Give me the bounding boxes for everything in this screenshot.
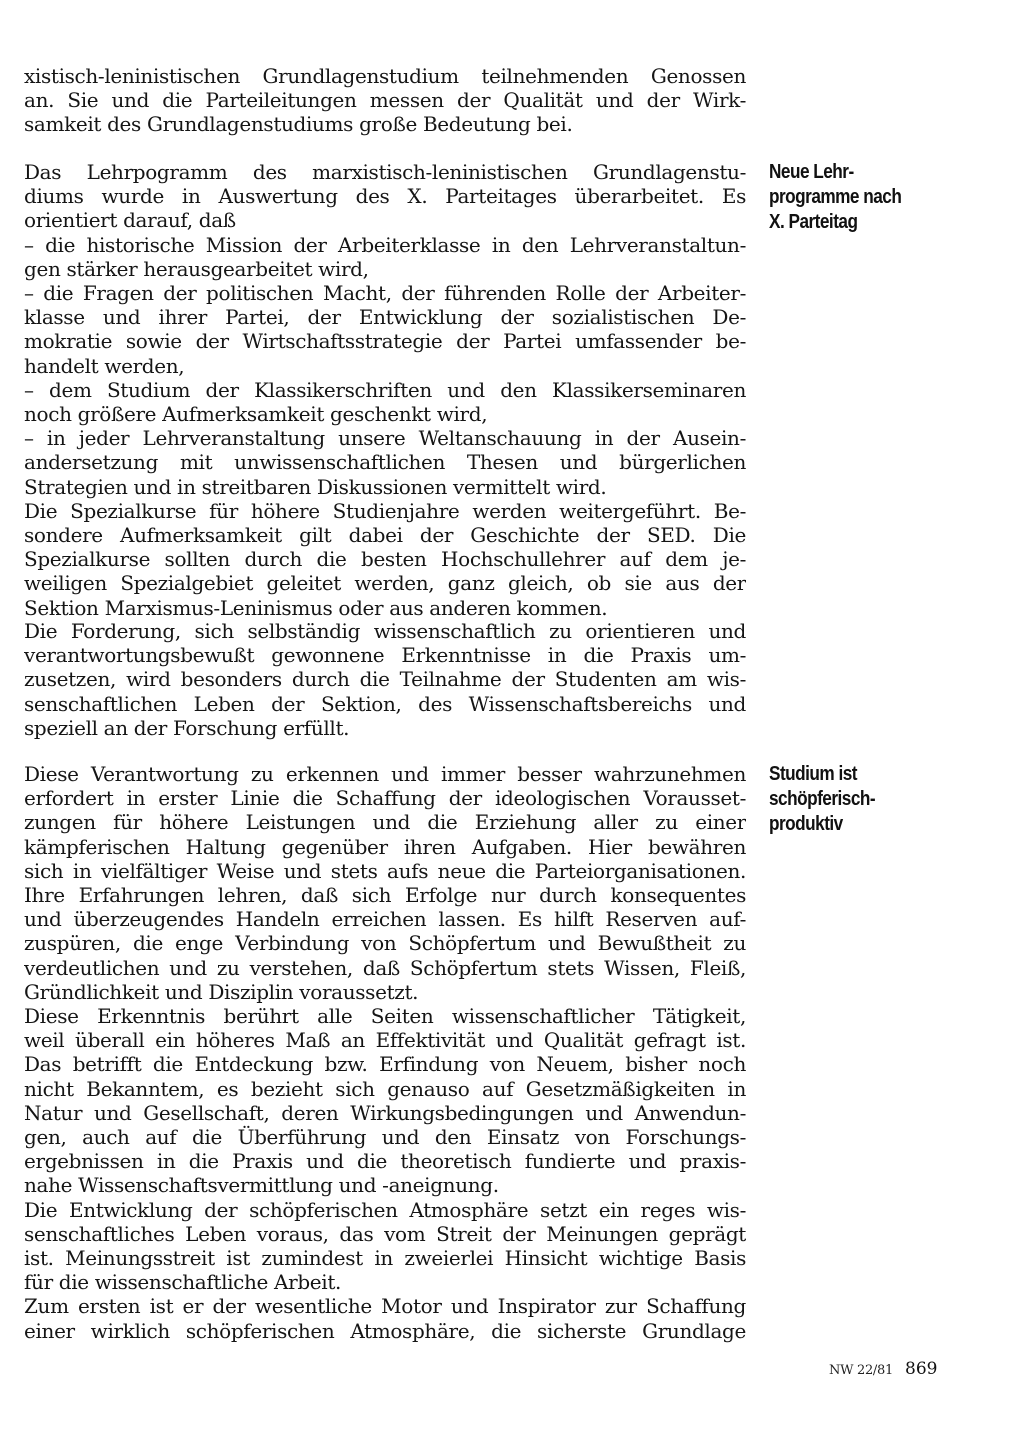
text-line: Spezialkurse sollten durch die besten Hochschullehrer auf dem je- — [24, 547, 746, 572]
text-line: zusetzen, wird besonders durch die Teilnahme der Studenten am wis- — [24, 667, 746, 692]
text-line: für die wissenschaftliche Arbeit. — [24, 1270, 342, 1295]
text-line: Ihre Erfahrungen lehren, daß sich Erfolge nur durch konsequentes — [24, 883, 746, 908]
text-line: und überzeugendes Handeln erreichen lassen. Es hilft Reserven auf- — [24, 907, 746, 932]
text-line: Das Lehrpogramm des marxistisch-leninistischen Grundlagenstu- — [24, 160, 746, 184]
text-line: orientiert darauf, daß — [24, 208, 236, 233]
margin-note-line: schöpferisch- — [769, 788, 876, 810]
text-line: samkeit des Grundlagenstudiums große Bedeutung bei. — [24, 112, 573, 137]
text-line: kämpferischen Haltung gegenüber ihren Aufgaben. Hier bewähren — [24, 834, 746, 859]
text-line: weil überall ein höheres Maß an Effektivität und Qualität gefragt ist. — [24, 1028, 746, 1053]
text-line: andersetzung mit unwissenschaftlichen Thesen und bürgerlichen — [24, 450, 746, 475]
text-line: zuspüren, die enge Verbindung von Schöpfertum und Bewußtheit zu — [24, 931, 746, 956]
text-line: Diese Erkenntnis berührt alle Seiten wissenschaftlicher Tätigkeit, — [24, 1004, 746, 1029]
text-line: zungen für höhere Leistungen und die Erziehung aller zu einer — [24, 810, 746, 835]
text-line: weiligen Spezialgebiet geleitet werden, ganz gleich, ob sie aus der — [24, 571, 746, 596]
margin-note-line: programme nach — [769, 186, 902, 208]
text-line: senschaftliches Leben voraus, das vom Streit der Meinungen geprägt — [24, 1221, 746, 1246]
text-line: Sektion Marxismus-Leninismus oder aus anderen kommen. — [24, 595, 608, 620]
text-line: sich in vielfältiger Weise und stets aufs neue die Parteiorganisationen. — [24, 858, 746, 883]
body-paragraph-4 — [24, 762, 746, 1343]
text-line: handelt werden, — [24, 353, 185, 378]
body-paragraph-2 — [24, 160, 746, 620]
text-line: Die Forderung, sich selbständig wissenschaftlich zu orientieren und — [24, 619, 746, 643]
text-line: Zum ersten ist er der wesentliche Motor und Inspirator zur Schaffung — [24, 1294, 746, 1319]
text-line: Die Entwicklung der schöpferischen Atmosphäre setzt ein reges wis- — [24, 1197, 746, 1222]
text-line: – dem Studium der Klassikerschriften und den Klassikerseminaren — [24, 377, 746, 402]
page-number: 869 — [905, 1359, 938, 1379]
text-line: Die Spezialkurse für höhere Studienjahre werden weitergeführt. Be- — [24, 498, 746, 523]
text-line: einer wirklich schöpferischen Atmosphäre, die sicherste Grundlage — [24, 1318, 746, 1343]
text-line: – die Fragen der politischen Macht, der führenden Rolle der Arbeiter- — [24, 281, 746, 306]
body-paragraph-3 — [24, 619, 746, 740]
margin-note-1 — [769, 160, 941, 235]
text-line: Das betrifft die Entdeckung bzw. Erfindung von Neuem, bisher noch — [24, 1052, 746, 1077]
text-line: sondere Aufmerksamkeit gilt dabei der Geschichte der SED. Die — [24, 523, 746, 548]
text-line: gen stärker herausgearbeitet wird, — [24, 256, 369, 281]
text-line: nicht Bekanntem, es bezieht sich genauso auf Gesetzmäßigkeiten in — [24, 1076, 746, 1101]
text-line: Gründlichkeit und Disziplin voraussetzt. — [24, 979, 419, 1004]
text-line: senschaftlichen Leben der Sektion, des Wissenschaftsbereichs und — [24, 691, 746, 716]
text-line: Natur und Gesellschaft, deren Wirkungsbedingungen und Anwendun- — [24, 1100, 746, 1125]
margin-note-line: produktiv — [769, 813, 843, 835]
text-line: verantwortungsbewußt gewonnene Erkenntnisse in die Praxis um- — [24, 643, 746, 668]
margin-note-line: Studium ist — [769, 763, 857, 785]
text-line: noch größere Aufmerksamkeit geschenkt wird, — [24, 402, 488, 427]
text-line: verdeutlichen und zu verstehen, daß Schöpfertum stets Wissen, Fleiß, — [24, 955, 746, 980]
margin-note-line: X. Parteitag — [769, 211, 858, 233]
text-line: xistisch-leninistischen Grundlagenstudium teilnehmenden Genossen — [24, 64, 746, 88]
text-line: ergebnissen in die Praxis und die theoretisch fundierte und praxis- — [24, 1149, 746, 1174]
text-line: – in jeder Lehrveranstaltung unsere Weltanschauung in der Ausein- — [24, 426, 746, 451]
text-line: mokratie sowie der Wirtschaftsstrategie der Partei umfassender be- — [24, 329, 746, 354]
margin-note-2 — [769, 762, 941, 837]
text-line: nahe Wissenschaftsvermittlung und -aneignung. — [24, 1173, 499, 1198]
text-line: an. Sie und die Parteileitungen messen der Qualität und der Wirk- — [24, 88, 746, 113]
text-line: diums wurde in Auswertung des X. Parteitages überarbeitet. Es — [24, 184, 746, 209]
publication-code: NW 22/81 — [829, 1363, 893, 1378]
text-line: Strategien und in streitbaren Diskussionen vermittelt wird. — [24, 474, 607, 499]
text-line: klasse und ihrer Partei, der Entwicklung der sozialistischen De- — [24, 305, 746, 330]
text-line: erfordert in erster Linie die Schaffung der ideologischen Vorausset- — [24, 786, 746, 811]
text-line: ist. Meinungsstreit ist zumindest in zweierlei Hinsicht wichtige Basis — [24, 1246, 746, 1271]
text-line: Diese Verantwortung zu erkennen und immer besser wahrzunehmen — [24, 762, 746, 786]
text-line: gen, auch auf die Überführung und den Einsatz von Forschungs- — [24, 1125, 746, 1150]
text-line: – die historische Mission der Arbeiterklasse in den Lehrveranstaltun- — [24, 232, 746, 257]
text-line: speziell an der Forschung erfüllt. — [24, 715, 350, 740]
body-paragraph-1 — [24, 64, 746, 137]
margin-note-line: Neue Lehr- — [769, 161, 854, 183]
